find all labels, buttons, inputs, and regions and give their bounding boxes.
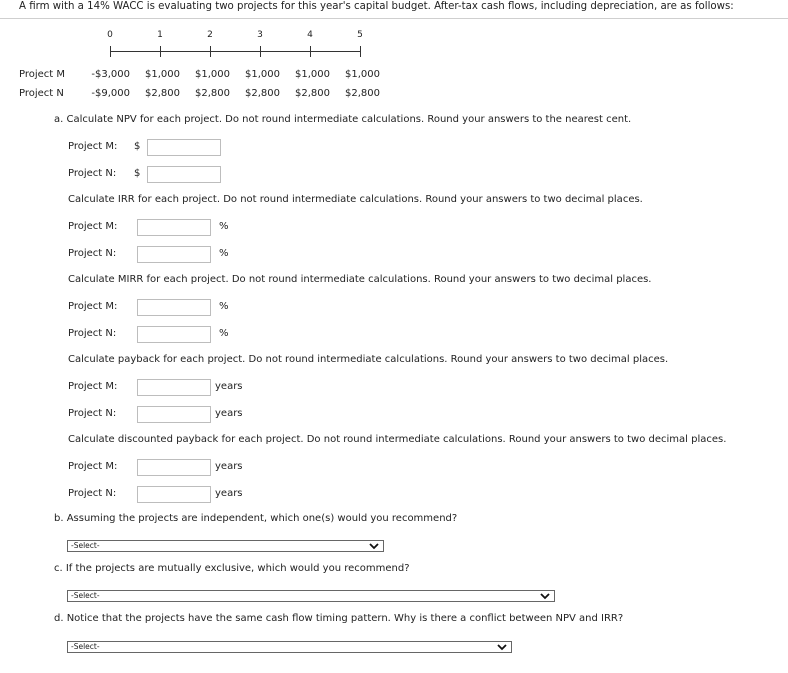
discounted-payback-m-input[interactable] — [137, 459, 211, 476]
cash-flow: $2,800 — [345, 88, 380, 99]
cash-flow: $2,800 — [245, 88, 280, 99]
timeline-tick — [360, 46, 361, 57]
year-label: 0 — [107, 30, 113, 40]
currency-symbol: $ — [134, 141, 141, 152]
mirr-n-label: Project N: — [68, 328, 117, 339]
payback-n-input[interactable] — [137, 406, 211, 423]
discounted-payback-m-label: Project M: — [68, 461, 118, 472]
years-unit: years — [215, 408, 243, 419]
cash-flow: -$9,000 — [91, 88, 130, 99]
cash-flow: $1,000 — [345, 69, 380, 80]
part-c-question: c. If the projects are mutually exclusive, which would you recommend? — [54, 563, 410, 574]
cash-flow: $1,000 — [295, 69, 330, 80]
percent-unit: % — [219, 248, 229, 259]
select-value: -Select- — [71, 642, 100, 651]
year-label: 1 — [157, 30, 163, 40]
cash-flow: $2,800 — [145, 88, 180, 99]
year-label: 4 — [307, 30, 313, 40]
timeline-tick — [110, 46, 111, 57]
timeline-axis — [110, 51, 360, 52]
irr-n-input[interactable] — [137, 246, 211, 263]
cash-flow: -$3,000 — [91, 69, 130, 80]
part-d-question: d. Notice that the projects have the same cash flow timing pattern. Why is there a conflict between NPV and IRR? — [54, 613, 624, 624]
npv-n-label: Project N: — [68, 168, 117, 179]
percent-unit: % — [219, 221, 229, 232]
cash-flow: $1,000 — [245, 69, 280, 80]
timeline-tick — [310, 46, 311, 57]
payback-m-input[interactable] — [137, 379, 211, 396]
cash-flow: $2,800 — [195, 88, 230, 99]
npv-m-label: Project M: — [68, 141, 118, 152]
mirr-instruction: Calculate MIRR for each project. Do not round intermediate calculations. Round your answers to two decimal places. — [68, 274, 652, 285]
year-label: 5 — [357, 30, 363, 40]
year-label: 2 — [207, 30, 213, 40]
payback-instruction: Calculate payback for each project. Do not round intermediate calculations. Round your answers to two decimal places. — [68, 354, 669, 365]
currency-symbol: $ — [134, 168, 141, 179]
payback-n-label: Project N: — [68, 408, 117, 419]
part-c-select[interactable] — [67, 590, 555, 602]
payback-m-label: Project M: — [68, 381, 118, 392]
years-unit: years — [215, 488, 243, 499]
select-value: -Select- — [71, 541, 100, 550]
npv-m-input[interactable] — [147, 139, 221, 156]
chevron-down-icon — [539, 591, 551, 601]
npv-n-input[interactable] — [147, 166, 221, 183]
select-value: -Select- — [71, 591, 100, 600]
timeline-tick — [210, 46, 211, 57]
years-unit: years — [215, 461, 243, 472]
chevron-down-icon — [368, 541, 380, 551]
part-b-select[interactable] — [67, 540, 384, 552]
part-d-select[interactable] — [67, 641, 512, 653]
cash-flow: $2,800 — [295, 88, 330, 99]
percent-unit: % — [219, 301, 229, 312]
npv-instruction: a. Calculate NPV for each project. Do not round intermediate calculations. Round your answers to the nearest cent. — [54, 114, 632, 125]
discounted-payback-n-input[interactable] — [137, 486, 211, 503]
cash-flow: $1,000 — [195, 69, 230, 80]
percent-unit: % — [219, 328, 229, 339]
discounted-payback-instruction: Calculate discounted payback for each project. Do not round intermediate calculations. Round your answers to two decimal places. — [68, 434, 727, 445]
years-unit: years — [215, 381, 243, 392]
timeline-tick — [260, 46, 261, 57]
irr-m-label: Project M: — [68, 221, 118, 232]
mirr-m-label: Project M: — [68, 301, 118, 312]
discounted-payback-n-label: Project N: — [68, 488, 117, 499]
divider — [0, 18, 788, 19]
chevron-down-icon — [496, 642, 508, 652]
project-n-label: Project N — [19, 88, 64, 99]
mirr-m-input[interactable] — [137, 299, 211, 316]
part-b-question: b. Assuming the projects are independent, which one(s) would you recommend? — [54, 513, 458, 524]
year-label: 3 — [257, 30, 263, 40]
intro-text: A firm with a 14% WACC is evaluating two projects for this year's capital budget. After-tax cash flows, including depreciation, are as follows: — [19, 1, 734, 12]
project-m-label: Project M — [19, 69, 66, 80]
irr-m-input[interactable] — [137, 219, 211, 236]
irr-instruction: Calculate IRR for each project. Do not round intermediate calculations. Round your answers to two decimal places. — [68, 194, 643, 205]
cash-flow: $1,000 — [145, 69, 180, 80]
irr-n-label: Project N: — [68, 248, 117, 259]
mirr-n-input[interactable] — [137, 326, 211, 343]
timeline-tick — [160, 46, 161, 57]
